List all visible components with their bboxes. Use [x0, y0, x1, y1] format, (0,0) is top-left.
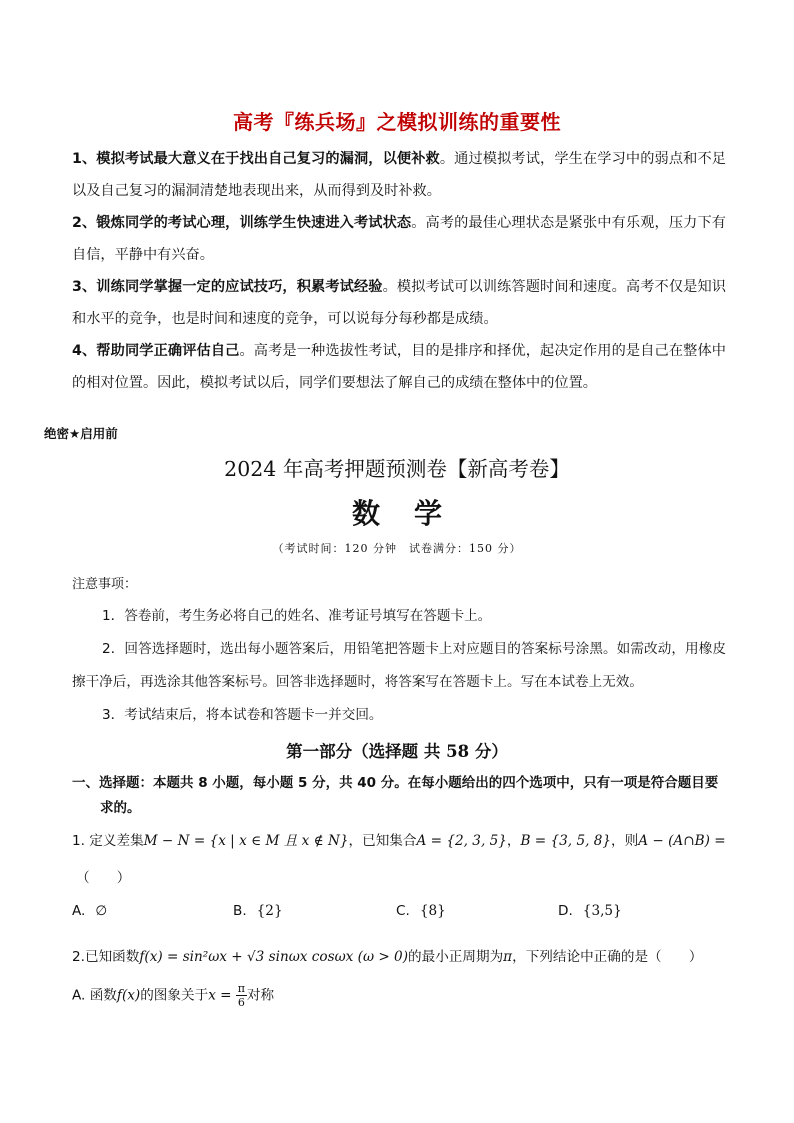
exam-title: 2024 年高考押题预测卷【新高考卷】	[224, 457, 570, 481]
q1-option-b: B. {2}	[233, 903, 283, 919]
tip-body: 。通过模拟考试，学生在学习中的弱点和不足以及自己复习的漏洞清楚地表现出来，从而得到及时补救。	[72, 151, 726, 199]
q1-set-a: A = {2, 3, 5}	[416, 833, 507, 849]
banner-title: 高考『练兵场』之模拟训练的重要性	[233, 110, 561, 134]
tip-item	[72, 207, 726, 271]
q1-answer-paren: （ ）	[76, 870, 131, 886]
note-item: 1．答卷前，考生务必将自己的姓名、准考证号填写在答题卡上。	[102, 608, 492, 624]
q1-set-b: B = {3, 5, 8}	[520, 833, 612, 849]
section-line-cont: 求的。	[100, 800, 141, 816]
q1-option-a: A. ∅	[72, 903, 108, 919]
q1-option-c: C. {8}	[396, 903, 446, 919]
tip-heading: 3、训练同学掌握一定的应试技巧，积累考试经验	[72, 279, 383, 295]
exam-time-info: （考试时间：120 分钟 试卷满分：150 分）	[272, 542, 522, 555]
q2-suffix: ，下列结论中正确的是（ ）	[512, 949, 703, 965]
q2-prefix: 2.已知函数	[72, 949, 140, 965]
fraction: $\frac{\pi}{6}$	[237, 982, 246, 1009]
note-item: 3．考试结束后，将本试卷和答题卡一并交回。	[102, 707, 383, 723]
q1-definition: M − N = {x | x ∈ M 且 x ∉ N}	[143, 833, 349, 849]
q1-option-d: D. {3,5}	[558, 903, 622, 919]
q1-then: ，则	[611, 833, 639, 849]
notes-label: 注意事项：	[72, 577, 138, 592]
q2-function: f(x) = sin²ωx + √3 sinωx cosωx (ω > 0)	[139, 949, 409, 965]
q1-expression: A − (A∩B) =	[638, 833, 726, 849]
tip-body: 。模拟考试可以训练答题时间和速度。高考不仅是知识和水平的竞争，也是时间和速度的竞争，可以说每分每秒都是成绩。	[72, 279, 726, 327]
tip-body: 。高考的最佳心理状态是紧张中有乐观，压力下有自信，平静中有兴奋。	[72, 215, 726, 263]
section-instructions	[72, 771, 726, 821]
tip-heading: 1、模拟考试最大意义在于找出自己复习的漏洞，以便补救	[72, 151, 440, 167]
notes-list	[72, 600, 726, 732]
section-line: 一、选择题：本题共 8 小题，每小题 5 分，共 40 分。在每小题给出的四个选项中，只有一项是符合题目要	[72, 775, 719, 791]
q2-option-a: A. 函数f(x)的图象关于x = $\frac{\pi}{6}$ 对称	[72, 982, 275, 1009]
tip-heading: 2、锻炼同学的考试心理，训练学生快速进入考试状态	[72, 215, 412, 231]
tip-item	[72, 335, 726, 399]
tips-list	[72, 143, 726, 399]
tip-body: 。高考是一种选拔性考试，目的是排序和择优，起决定作用的是自己在整体中的相对位置。因此，模拟考试以后，同学们要想法了解自己的成绩在整体中的位置。	[72, 343, 726, 391]
subject-title: 数学	[351, 497, 476, 530]
q2-period: π	[503, 949, 513, 965]
confidential-mark: 绝密★启用前	[44, 426, 118, 441]
q1-prefix: 1. 定义差集	[72, 833, 144, 849]
q1-mid: ，已知集合	[348, 833, 417, 849]
q2-mid: 的最小正周期为	[408, 949, 504, 965]
note-item: 2．回答选择题时，选出每小题答案后，用铅笔把答题卡上对应题目的答案标号涂黑。如需改动，用橡皮擦干净后，再选涂其他答案标号。回答非选择题时，将答案写在答题卡上。写在本试卷上无效。	[72, 641, 726, 690]
q1-comma: ，	[506, 833, 521, 849]
tip-item	[72, 271, 726, 335]
question-2	[72, 945, 732, 965]
part-title: 第一部分（选择题 共 58 分）	[286, 742, 508, 761]
tip-item	[72, 143, 726, 207]
question-1	[72, 829, 732, 849]
tip-heading: 4、帮助同学正确评估自己	[72, 343, 240, 359]
